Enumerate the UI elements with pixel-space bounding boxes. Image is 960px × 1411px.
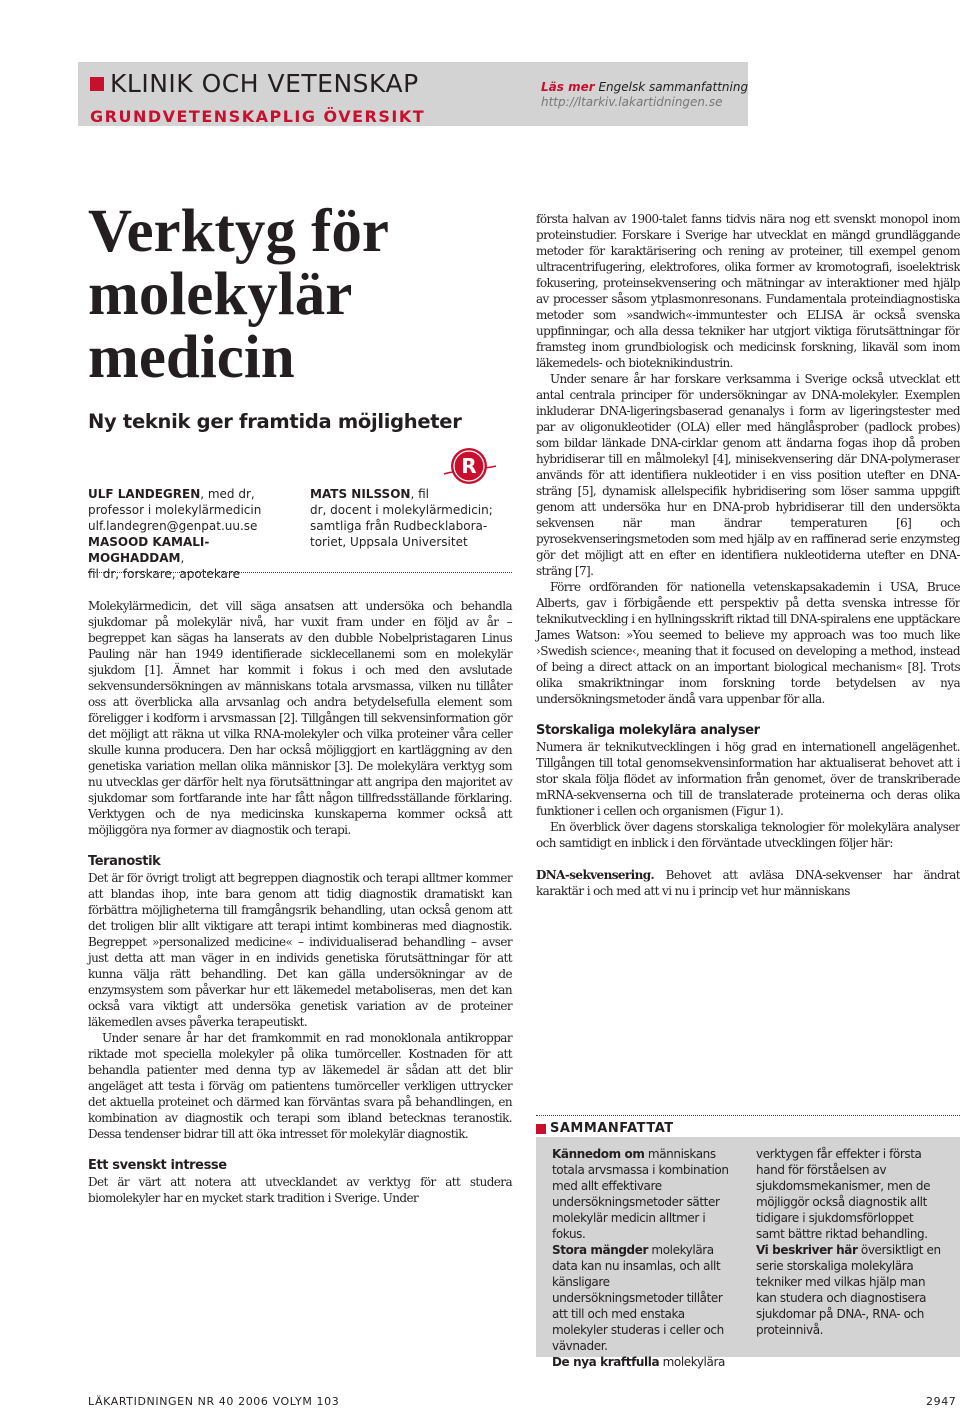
summary-item bbox=[552, 1242, 740, 1354]
author-title: , bbox=[180, 551, 185, 565]
author-name: MATS NILSSON bbox=[310, 487, 411, 501]
badge-letter: R bbox=[461, 454, 477, 478]
paragraph: Numera är teknikutvecklingen i hög grad en internationell angelägenhet. Tillgången till total genomsekvensinformation har aktualiserat behovet att i stor skala följa flödet av information från genomet, över de transkriberade mRNA-sekvenserna och till de translaterade proteinerna och deras olika funktioner i cellen och organismen (Figur 1). bbox=[536, 740, 960, 818]
body-column-left bbox=[88, 598, 512, 1206]
article-subtitle: Ny teknik ger framtida möjligheter bbox=[88, 410, 462, 433]
paragraph: första halvan av 1900-talet fanns tidvis nära nog ett svenskt monopol inom proteinstudier. Forskare i Sverige har utvecklat en mängd grundläggande metoder för karaktärisering och rening av proteiner, till exempel genom ultracentrifugering, elektrofores, olika former av kromotografi, isoelektrisk fokusering, proteinsekvensering och mätningar av interaktioner med hjälp av processer såsom ytplasmonresonans. Fundamentala proteindiagnostiska metoder som »sandwich«-immuntester och ELISA är också svenska uppfinningar, och alla dessa tekniker har utgjort viktiga förutsättningar för framsteg inom grundbiologisk och medicinsk forskning, likaväl som inom läkemedels- och bioteknikindustrin. bbox=[536, 212, 960, 370]
author-title: , fil bbox=[410, 487, 429, 501]
summary-heading bbox=[536, 1121, 674, 1136]
paragraph: Förre ordföranden för nationella vetenskapsakademin i USA, Bruce Alberts, gav i förbigående ett perspektiv på detta svenska intresse för teknikutveckling i en hyllningsskrift riktad till DNA-spiralens ene upptäckare James Watson: »You seemed to believe my approach was too much like ›Swedish science‹, meaning that it focused on developing a method, instead of being a direct attack on an important biological mechanism« [8]. Trots olika smakriktningar inom forskning torde betydelsen av nya undersökningsmetoder ändå vara uppenbar för alla. bbox=[536, 580, 960, 706]
subheading-teranostik: Teranostik bbox=[88, 854, 161, 869]
title-line: Verktyg för bbox=[88, 198, 389, 265]
author-title: professor i molekylärmedicin bbox=[88, 503, 262, 517]
summary-text: människans totala arvsmassa i kombination med allt effektivare undersökningsmetoder sätter molekylär medicin alltmer i fokus. bbox=[552, 1147, 729, 1241]
review-badge-icon bbox=[440, 444, 498, 486]
summary-item bbox=[552, 1146, 740, 1242]
summary-item bbox=[756, 1242, 944, 1338]
summary-text: verktygen får effekter i första hand för förståelsen av sjukdomsmekanismer, men de möjliggör också diagnostik allt tidigare i sjukdomsförloppet samt bättre riktad behandling. bbox=[756, 1147, 931, 1241]
paragraph: Det är för övrigt troligt att begreppen diagnostik och terapi alltmer kommer att blandas ihop, inte bara genom att tidig diagnostik dramatiskt kan förbättra möjligheterna till framgångsrik behandling, utan också genom att det troligen blir allt viktigare att terapi intimt kombineras med diagnostik. Begreppet »personalized medicine« – individualiserad behandling – avser just detta att man väger in en individs genetiska förutsättningar för att kunna välja rätt behandling. Det kan gälla undersökningar av de enzymsystem som påverkar hur ett läkemedel metaboliseras, men det kan också vara viktigt att undersöka genetisk variation av de proteiner läkemedlen avses påverka terapeutiskt. bbox=[88, 871, 512, 1029]
author-title: , med dr, bbox=[200, 487, 255, 501]
kicker: KLINIK OCH VETENSKAP bbox=[110, 69, 419, 98]
section-label: GRUNDVETENSKAPLIG ÖVERSIKT bbox=[90, 107, 426, 126]
paragraph: Det är värt att notera att utvecklandet av verktyg för att studera biomolekyler har en mycket stark tradition i Sverige. Under bbox=[88, 1175, 512, 1205]
section-header bbox=[90, 70, 425, 126]
title-line: medicin bbox=[88, 324, 295, 391]
summary-lead: De nya kraftfulla bbox=[552, 1355, 660, 1369]
runin-heading: DNA-sekvensering. bbox=[536, 868, 655, 882]
kicker-row bbox=[90, 70, 425, 98]
author-divider bbox=[88, 572, 512, 573]
subheading-svenskt-intresse: Ett svenskt intresse bbox=[88, 1158, 227, 1173]
summary-column-right bbox=[756, 1146, 944, 1338]
author-email[interactable]: ulf.landegren@genpat.uu.se bbox=[88, 519, 258, 533]
summary-column-left bbox=[552, 1146, 740, 1370]
paragraph-text: Behovet att avläsa DNA-sekvenser har ändrat karaktär i och med att vi nu i princip vet hur människans bbox=[536, 868, 960, 898]
summary-item bbox=[756, 1146, 944, 1242]
author-affiliation: samtliga från Rudbecklabora- bbox=[310, 519, 488, 533]
red-square-icon bbox=[536, 1124, 546, 1134]
summary-lead: Vi beskriver här bbox=[756, 1243, 858, 1257]
read-more bbox=[541, 80, 748, 110]
title-line: molekylär bbox=[88, 261, 353, 328]
read-more-link[interactable]: http://ltarkiv.lakartidningen.se bbox=[541, 95, 723, 109]
author-title: fil dr, forskare, apotekare bbox=[88, 567, 240, 581]
paragraph: En överblick över dagens storskaliga teknologier för molekylära analyser och samtidigt en inblick i den förväntade utvecklingen följer här: bbox=[536, 820, 960, 850]
article-title bbox=[88, 200, 389, 389]
paragraph bbox=[536, 867, 960, 899]
summary-divider bbox=[536, 1115, 960, 1116]
summary-lead: Stora mängder bbox=[552, 1243, 648, 1257]
summary-title: SAMMANFATTAT bbox=[550, 1121, 674, 1136]
author-name: MASOOD KAMALI-MOGHADDAM bbox=[88, 535, 210, 565]
authors-left bbox=[88, 486, 303, 582]
summary-lead: Kännedom om bbox=[552, 1147, 645, 1161]
read-more-label: Läs mer bbox=[541, 80, 595, 94]
summary-item bbox=[552, 1354, 740, 1370]
paragraph: Under senare år har forskare verksamma i Sverige också utvecklat ett antal centrala principer för undersökningar av DNA-molekyler. Exemplen inkluderar DNA-ligeringsbaserad genanalys i form av ligeringstester med par av oligonukleotider (OLA) eller med hänglåsprober (padlock probes) som bildar länkade DNA-cirklar genom att ändarna fogas ihop då proben hybridiserar till en målmolekyl [4], minisekvensering där DNA-polymeraser används för att identifiera nukleotider i en viss position utefter en DNA-sträng [5], dynamisk allelspecifik hybridisering som löser samma uppgift genom att undersöka hur en DNA-prob hybridiserar till den undersökta sekvensen när man ändrar temperaturen [6] och pyrosekvenseringsmetoden som med hjälp av en raffinerad serie enzymsteg gör det möjligt att en efter en identifiera nukleotiderna utefter en DNA-sträng [7]. bbox=[536, 372, 960, 578]
subheading-storskaliga: Storskaliga molekylära analyser bbox=[536, 723, 760, 738]
summary-text: molekylära data kan nu insamlas, och allt känsligare undersökningsmetoder tillåter att till och med enstaka molekyler studeras i celler och vävnader. bbox=[552, 1243, 724, 1353]
author-name: ULF LANDEGREN bbox=[88, 487, 201, 501]
summary-text: översiktligt en serie storskaliga molekylära tekniker med vilkas hjälp man kan studera och diagnostisera sjukdomar på DNA-, RNA- och proteinnivå. bbox=[756, 1243, 941, 1337]
read-more-text: Engelsk sammanfattning bbox=[594, 80, 749, 94]
footer-journal: LÄKARTIDNINGEN NR 40 2006 VOLYM 103 bbox=[88, 1395, 340, 1408]
page-number: 2947 bbox=[926, 1395, 957, 1408]
paragraph: Molekylärmedicin, det vill säga ansatsen att undersöka och behandla sjukdomar på molekylär nivå, har vuxit fram under en följd av år – begreppet kan sägas ha lanserats av den dubble Nobelpristagaren Linus Pauling när han 1949 identifierade sicklecellanemi som en molekylär sjukdom [1]. Ämnet har kommit i fokus i och med den avslutade sekvensundersökningen av människans totala arvsmassa, vilken nu tillåter oss att överblicka alla arvsanlag och andra betydelsefulla element som föreligger i kodform i arvsmassan [2]. Tillgången till sekvensinformation gör det möjligt att räkna ut vilka RNA-molekyler och vilka proteiner våra celler skulle kunna producera. Den har också möjliggjort en kartläggning av den genetiska variation mellan olika människor [3]. De molekylära verktyg som nu utvecklas ger därför helt nya förutsättningar att angripa den majoritet av sjukdomar som fortfarande inte har fått någon tillfredsställande förklaring. Verktygen och de nya medicinska kunskaperna kommer också att möjliggöra nya former av diagnostik och terapi. bbox=[88, 599, 512, 837]
paragraph: Under senare år har det framkommit en rad monoklonala antikroppar riktade mot speciella molekyler på olika tumörceller. Kostnaden för att behandla patienter med denna typ av läkemedel är sådan att det blir angeläget att testa i förväg om patientens tumörceller verkligen uttrycker det aktuella proteinet och därmed kan förväntas svara på behandlingen, en kombination av diagnostik och terapi som ibland betecknas teranostik. Dessa tendenser bidrar till att öka intresset för molekylär diagnostik. bbox=[88, 1031, 512, 1141]
authors-right bbox=[310, 486, 515, 550]
red-square-icon bbox=[90, 77, 104, 91]
author-title: dr, docent i molekylärmedicin; bbox=[310, 503, 493, 517]
body-column-right bbox=[536, 211, 960, 899]
summary-text: molekylära bbox=[659, 1355, 725, 1369]
author-affiliation: toriet, Uppsala Universitet bbox=[310, 535, 468, 549]
